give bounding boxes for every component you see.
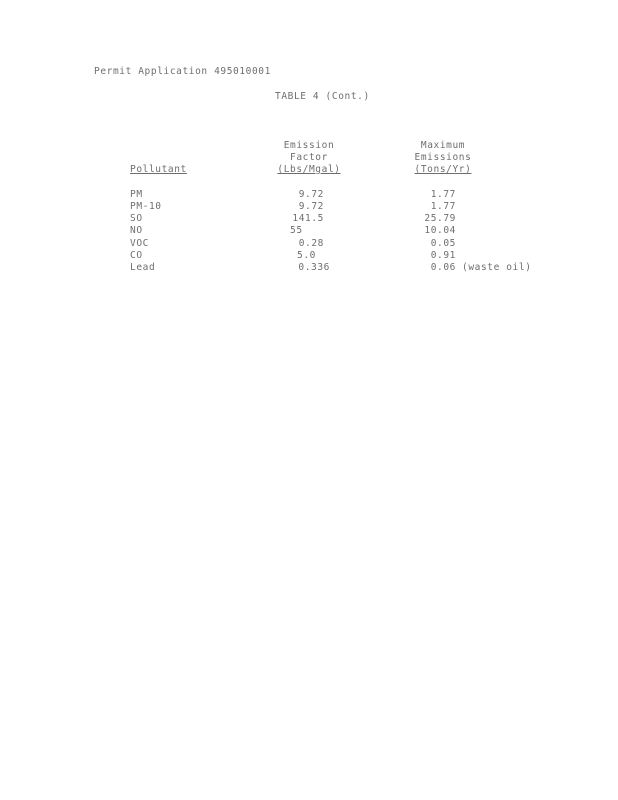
emission-factor-header-units: (Lbs/Mgal)	[277, 164, 341, 175]
pollutant-cell: PM-10	[130, 201, 162, 212]
table-row	[0, 189, 618, 201]
max-emissions-cell: 0.05	[430, 238, 456, 249]
permit-application-line: Permit Application 495010001	[94, 66, 271, 77]
max-emissions-header-line-1: Maximum	[420, 140, 466, 151]
note-cell: (waste oil)	[462, 262, 532, 273]
max-emissions-cell: 1.77	[430, 189, 456, 200]
max-emissions-cell: 0.06	[430, 262, 456, 273]
table-row	[0, 238, 618, 250]
pollutant-cell: Lead	[130, 262, 156, 273]
emission-factor-cell: 141.5	[292, 213, 324, 224]
pollutant-cell: VOC	[130, 238, 149, 249]
table-row	[0, 225, 618, 237]
emission-factor-header	[276, 140, 342, 176]
max-emissions-cell: 1.77	[430, 201, 456, 212]
pollutant-cell: CO	[130, 250, 143, 261]
emission-factor-cell: 9.72	[298, 201, 324, 212]
emission-factor-cell: 55	[290, 225, 303, 236]
pollutant-header: Pollutant	[130, 164, 187, 175]
pollutant-cell: NO	[130, 225, 143, 236]
max-emissions-cell: 25.79	[424, 213, 456, 224]
table-row	[0, 250, 618, 262]
emission-factor-cell: 9.72	[298, 189, 324, 200]
max-emissions-header-units: (Tons/Yr)	[414, 164, 472, 175]
table-row	[0, 213, 618, 225]
max-emissions-cell: 0.91	[430, 250, 456, 261]
max-emissions-cell: 10.04	[424, 225, 456, 236]
table-row	[0, 262, 618, 274]
emission-factor-cell: 5.0	[297, 250, 316, 261]
table-row	[0, 201, 618, 213]
emission-factor-header-line-1: Emission	[283, 140, 335, 151]
max-emissions-header	[410, 140, 476, 176]
max-emissions-header-line-2: Emissions	[414, 152, 472, 163]
table-title: TABLE 4 (Cont.)	[275, 91, 370, 102]
emission-factor-header-line-2: Factor	[290, 152, 328, 163]
pollutant-cell: SO	[130, 213, 143, 224]
emission-factor-cell: 0.336	[298, 262, 330, 273]
emission-factor-cell: 0.28	[298, 238, 324, 249]
pollutant-cell: PM	[130, 189, 143, 200]
